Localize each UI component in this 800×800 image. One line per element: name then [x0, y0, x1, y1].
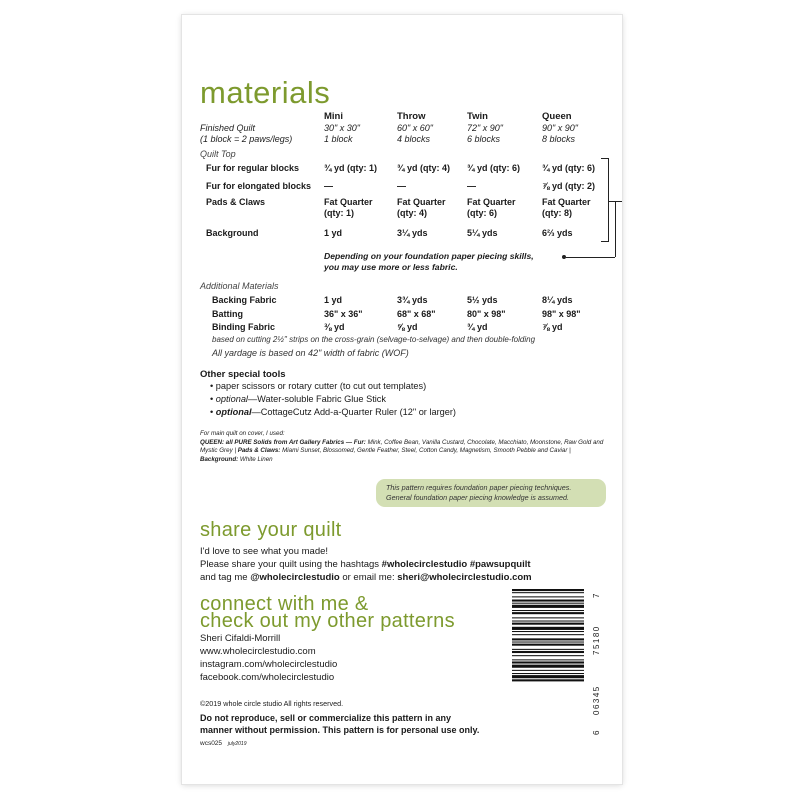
warning-line: Do not reproduce, sell or commercialize this pattern in any [200, 713, 452, 723]
row-cell: ¾ yd (qty: 1) [324, 163, 378, 173]
barcode-bar [512, 661, 584, 663]
barcode-bar [512, 673, 584, 674]
add-row-cell: ⅞ yd [542, 322, 563, 332]
tool-optional: optional [215, 394, 248, 404]
barcode-bar [512, 589, 584, 591]
instagram-link[interactable]: instagram.com/wholecirclestudio [200, 659, 338, 670]
row-label: Pads & Claws [206, 197, 266, 207]
barcode-bar [512, 638, 584, 640]
add-row-cell: 80" x 98" [467, 309, 506, 319]
fabric-note-pads-label: Pads & Claws: [237, 447, 281, 455]
share-line-1: I'd love to see what you made! [200, 546, 329, 557]
hashtags: #wholecirclestudio #pawsupquilt [381, 559, 531, 570]
tools-heading: Other special tools [200, 369, 286, 380]
barcode-bar [512, 623, 584, 625]
size-twin: 72" x 90" [467, 123, 503, 133]
usage-warning [200, 712, 479, 736]
share-text: Please share your quilt using the hashtags [200, 559, 380, 570]
barcode-bar [512, 644, 584, 646]
barcode-bar [512, 627, 584, 630]
col-throw: Throw [397, 111, 426, 122]
website-link[interactable]: www.wholecirclestudio.com [200, 646, 316, 657]
add-row-cell: 36" x 36" [324, 309, 363, 319]
row-cell: Fat Quarter [542, 197, 591, 207]
tool-text: —CottageCutz Add-a-Quarter Ruler (12" or larger) [251, 407, 456, 417]
fabric-note [200, 430, 604, 464]
materials-heading: materials [200, 75, 331, 110]
blocks-throw: 4 blocks [397, 134, 431, 144]
share-line-3 [200, 572, 532, 584]
pattern-back-cover [182, 15, 622, 784]
fabric-note-bg: White Linen [239, 455, 273, 463]
tool-text: paper scissors or rotary cutter (to cut out templates) [215, 381, 427, 391]
facebook-link[interactable]: facebook.com/wholecirclestudio [200, 672, 335, 683]
add-row-cell: 68" x 68" [397, 309, 436, 319]
size-throw: 60" x 60" [397, 123, 433, 133]
add-row-cell: ⅜ yd [324, 322, 345, 332]
fabric-note-bg-label: Background: [200, 455, 239, 463]
col-queen: Queen [542, 111, 572, 122]
add-row-cell: 98" x 98" [542, 309, 581, 319]
paper-piecing-note [324, 251, 534, 273]
barcode-bar [512, 610, 584, 611]
binding-note: based on cutting 2½" strips on the cross-grain (selvage-to-selvage) and then double-folding [212, 335, 536, 344]
add-row-cell: 5½ yds [467, 295, 498, 305]
bracket-dot [562, 255, 566, 259]
row-label: Fur for elongated blocks [206, 181, 312, 191]
wof-note: All yardage is based on 42" width of fabric (WOF) [212, 348, 409, 358]
row-cell: Fat Quarter [324, 197, 373, 207]
add-row-cell: 8¼ yds [542, 295, 573, 305]
note-line: you may use more or less fabric. [324, 262, 458, 272]
barcode-bar [512, 621, 584, 622]
barcode-bar [512, 675, 584, 678]
barcode-bar [512, 634, 584, 635]
share-text: and tag me [200, 572, 248, 583]
row-cell: ¾ yd (qty: 4) [397, 163, 451, 173]
callout-line: This pattern requires foundation paper piecing techniques. [386, 483, 572, 492]
row-cell: (qty: 8) [542, 208, 572, 218]
instagram-handle: @wholecirclestudio [250, 572, 340, 583]
quilt-top-label: Quilt Top [200, 149, 236, 159]
row-cell: ¾ yd (qty: 6) [467, 163, 521, 173]
blocks-mini: 1 block [324, 134, 353, 144]
warning-line: manner without permission. This pattern is for personal use only. [200, 725, 480, 735]
barcode-bar [512, 649, 584, 650]
row-cell: (qty: 4) [397, 208, 427, 218]
tool-item: • optional—CottageCutz Add-a-Quarter Ruler (12" or larger) [210, 407, 456, 417]
size-queen: 90" x 90" [542, 123, 578, 133]
fabric-note-intro: For main quilt on cover, I used: [200, 430, 285, 437]
share-line-2 [200, 559, 531, 571]
share-text: or email me: [342, 572, 395, 583]
row-cell: — [467, 181, 476, 191]
row-label: Fur for regular blocks [206, 163, 300, 173]
fabric-note-queen: QUEEN: all PURE Solids from Art Gallery Fabrics — Fur: [200, 438, 366, 446]
tool-text: —Water-soluble Fabric Glue Stick [247, 394, 386, 404]
row-cell: Fat Quarter [397, 197, 446, 207]
barcode-bar [512, 665, 584, 668]
fabric-note-pads: Miami Sunset, Blossomed, Gentle Feather, Steel, Cotton Candy, Magnetism, Smooth Pebble and Caviar | [282, 447, 571, 455]
barcode-bar [512, 659, 584, 660]
add-row-label: Backing Fabric [212, 295, 277, 305]
size-mini: 30" x 30" [324, 123, 360, 133]
barcode-digits-mid: 06345 [592, 685, 601, 715]
add-row-cell: ¾ yd [467, 322, 488, 332]
barcode-bar [512, 596, 584, 597]
add-row-cell: 3¾ yds [397, 295, 428, 305]
barcode-bar [512, 617, 584, 618]
barcode-digits-right: 75180 [592, 625, 601, 655]
finished-quilt-sublabel: (1 block = 2 paws/legs) [200, 134, 293, 144]
add-row-label: Batting [212, 309, 243, 319]
additional-materials-label: Additional Materials [200, 281, 279, 291]
bracket-drop [615, 201, 616, 257]
col-mini: Mini [324, 111, 343, 122]
barcode-bar [512, 670, 584, 671]
barcode-bar [512, 651, 584, 653]
share-heading: share your quilt [200, 519, 342, 541]
bracket-return [566, 257, 615, 258]
code-text: wcs025 [200, 740, 223, 747]
barcode-digit-left: 6 [592, 730, 601, 735]
row-cell: 6⅔ yds [542, 228, 573, 238]
row-cell: 1 yd [324, 228, 343, 238]
barcode-bar [512, 605, 584, 608]
barcode-bar [512, 600, 584, 602]
barcode-bar [512, 642, 584, 643]
row-cell: 5¼ yds [467, 228, 498, 238]
barcode-bar [512, 679, 584, 681]
tool-optional: optional [215, 407, 252, 417]
tool-item: • paper scissors or rotary cutter (to cut out templates) [210, 381, 427, 391]
row-label: Background [206, 228, 259, 238]
blocks-twin: 6 blocks [467, 134, 501, 144]
row-cell: — [324, 181, 333, 191]
barcode-bar [512, 612, 584, 614]
pattern-code [200, 740, 247, 747]
blocks-queen: 8 blocks [542, 134, 576, 144]
finished-quilt-label: Finished Quilt [200, 123, 256, 133]
row-cell: ¾ yd (qty: 6) [542, 163, 596, 173]
add-row-label: Binding Fabric [212, 322, 275, 332]
row-cell: — [397, 181, 406, 191]
connect-heading-2: check out my other patterns [200, 610, 455, 632]
row-cell: 3¼ yds [397, 228, 428, 238]
callout-line: General foundation paper piecing knowledge is assumed. [386, 493, 570, 502]
designer-name: Sheri Cifaldi-Morrill [200, 633, 281, 644]
email-link[interactable]: sheri@wholecirclestudio.com [397, 572, 532, 583]
paper-piecing-callout [376, 479, 606, 507]
add-row-cell: 1 yd [324, 295, 343, 305]
tool-item: • optional—Water-soluble Fabric Glue Stick [210, 394, 386, 404]
fabric-note-fur: Mink, Coffee Bean, Vanilla Custard, Chocolate, Macchiato, Moonstone, Raw Gold and Mystic Grey | [200, 438, 604, 455]
barcode-digit-check: 7 [592, 593, 601, 598]
barcode-bar [512, 603, 584, 604]
add-row-cell: ⅝ yd [397, 322, 418, 332]
barcode-bar [512, 631, 584, 632]
date-text: july2019 [227, 741, 247, 747]
row-cell: (qty: 6) [467, 208, 497, 218]
barcode-icon [512, 587, 596, 753]
barcode-bar [512, 655, 584, 656]
row-cell: Fat Quarter [467, 197, 516, 207]
col-twin: Twin [467, 111, 488, 122]
note-line: Depending on your foundation paper piecing skills, [324, 251, 534, 261]
copyright: ©2019 whole circle studio All rights reserved. [200, 699, 344, 708]
fabric-bracket [601, 158, 609, 242]
barcode-bar [512, 592, 584, 593]
connect-heading-1: connect with me & [200, 593, 369, 615]
row-cell: (qty: 1) [324, 208, 354, 218]
row-cell: ⅞ yd (qty: 2) [542, 181, 596, 191]
